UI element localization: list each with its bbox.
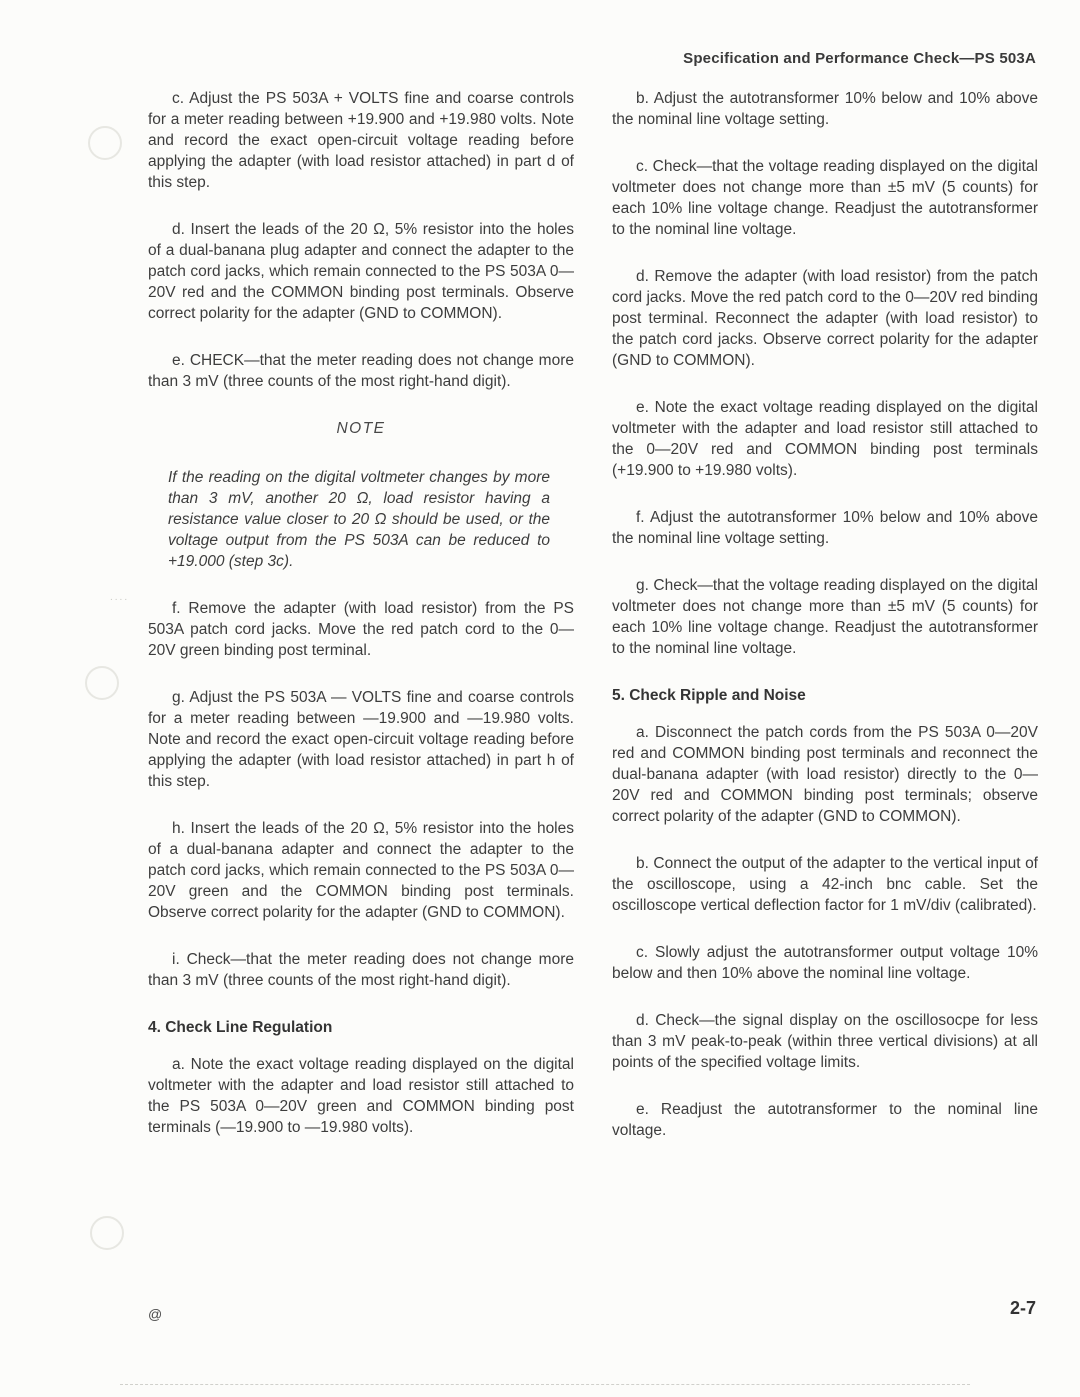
scan-artifact — [90, 1216, 124, 1250]
step-paragraph-c: c. Adjust the PS 503A + VOLTS fine and coarse controls for a meter reading between +19.900 and +19.980 volts. Note and record the exact open-circuit voltage reading before applying the adapter (with load resistor attached) in part d of this step. — [148, 90, 574, 191]
scan-edge-line — [120, 1384, 970, 1385]
scan-artifact — [88, 126, 122, 160]
content-columns — [148, 88, 1038, 1167]
step-paragraph-4b: b. Adjust the autotransformer 10% below and 10% above the nominal line voltage setting. — [612, 90, 1038, 128]
step-paragraph-4c: c. Check—that the voltage reading displayed on the digital voltmeter does not change more than ±5 mV (5 counts) for each 10% line voltage change. Readjust the autotransformer to the nominal line voltage. — [612, 158, 1038, 238]
step-paragraph-5c: c. Slowly adjust the autotransformer output voltage 10% below and then 10% above the nominal line voltage. — [612, 944, 1038, 982]
step-paragraph-f: f. Remove the adapter (with load resistor) from the PS 503A patch cord jacks. Move the red patch cord to the 0—20V green binding post terminal. — [148, 600, 574, 659]
step-paragraph-5e: e. Readjust the autotransformer to the nominal line voltage. — [612, 1101, 1038, 1139]
step-paragraph-g: g. Adjust the PS 503A — VOLTS fine and coarse controls for a meter reading between —19.900 and —19.980 volts. Note and record the exact open-circuit voltage reading before applying the adapter (with load resistor attached) in part h of this step. — [148, 689, 574, 790]
step-paragraph-h: h. Insert the leads of the 20 Ω, 5% resistor into the holes of a dual-banana adapter and connect the adapter to the patch cord jacks, which remain connected to the PS 503A 0—20V green and the COMMON binding post terminals. Observe correct polarity for the adapter (GND to COMMON). — [148, 820, 574, 921]
scan-artifact — [85, 666, 119, 700]
step-paragraph-d: d. Insert the leads of the 20 Ω, 5% resistor into the holes of a dual-banana plug adapter and connect the adapter to the patch cord jacks, which remain connected to the PS 503A 0—20V red and the COMMON binding post terminals. Observe correct polarity for the adapter (GND to COMMON). — [148, 221, 574, 322]
note-heading: NOTE — [336, 420, 386, 437]
scan-artifact: .... — [110, 592, 130, 603]
section-heading-check-ripple-and-noise: 5. Check Ripple and Noise — [612, 687, 806, 704]
step-paragraph-i: i. Check—that the meter reading does not change more than 3 mV (three counts of the most right-hand digit). — [148, 951, 574, 989]
step-paragraph-4f: f. Adjust the autotransformer 10% below and 10% above the nominal line voltage setting. — [612, 509, 1038, 547]
step-paragraph-5b: b. Connect the output of the adapter to the vertical input of the oscilloscope, using a 42-inch bnc cable. Set the oscilloscope vertical deflection factor for 1 mV/div (calibrated). — [612, 855, 1038, 914]
page-header-title: Specification and Performance Check—PS 503A — [683, 50, 1036, 67]
step-paragraph-e: e. CHECK—that the meter reading does not change more than 3 mV (three counts of the most right-hand digit). — [148, 352, 574, 390]
section-heading-check-line-regulation: 4. Check Line Regulation — [148, 1019, 333, 1036]
step-paragraph-5a: a. Disconnect the patch cords from the PS 503A 0—20V red and COMMON binding post terminals and reconnect the dual-banana adapter (with load resistor) directly to the 0—20V red and COMMON binding post terminals; observe correct polarity of the adapter (GND to COMMON). — [612, 724, 1038, 825]
step-paragraph-4g: g. Check—that the voltage reading displayed on the digital voltmeter does not change more than ±5 mV (5 counts) for each 10% line voltage change. Readjust the autotransformer to the nominal line voltage. — [612, 577, 1038, 657]
step-paragraph-4d: d. Remove the adapter (with load resistor) from the patch cord jacks. Move the red patch cord to the 0—20V red binding post terminal. Reconnect the adapter (with load resistor) to the patch cord jacks. Observe correct polarity for the adapter (GND to COMMON). — [612, 268, 1038, 369]
step-paragraph-4e: e. Note the exact voltage reading displayed on the digital voltmeter with the adapter and load resistor still attached to the 0—20V red and COMMON binding post terminals (+19.900 to +19.980 volts). — [612, 399, 1038, 479]
note-body: If the reading on the digital voltmeter changes by more than 3 mV, another 20 Ω, load resistor having a resistance value closer to 20 Ω should be used, or the voltage output from the PS 503A can be reduced to +19.000 (step 3c). — [168, 469, 550, 570]
step-paragraph-4a: a. Note the exact voltage reading displayed on the digital voltmeter with the adapter and load resistor still attached to the PS 503A 0—20V green and COMMON binding post terminals (—19.900 to —19.980 volts). — [148, 1056, 574, 1136]
left-column — [148, 88, 574, 1167]
copyright-mark: @ — [148, 1306, 163, 1322]
step-paragraph-5d: d. Check—the signal display on the oscillosocpe for less than 3 mV peak-to-peak (within three vertical divisions) at all points of the specified voltage limits. — [612, 1012, 1038, 1071]
right-column — [612, 88, 1038, 1167]
page-number: 2-7 — [1009, 1298, 1036, 1318]
